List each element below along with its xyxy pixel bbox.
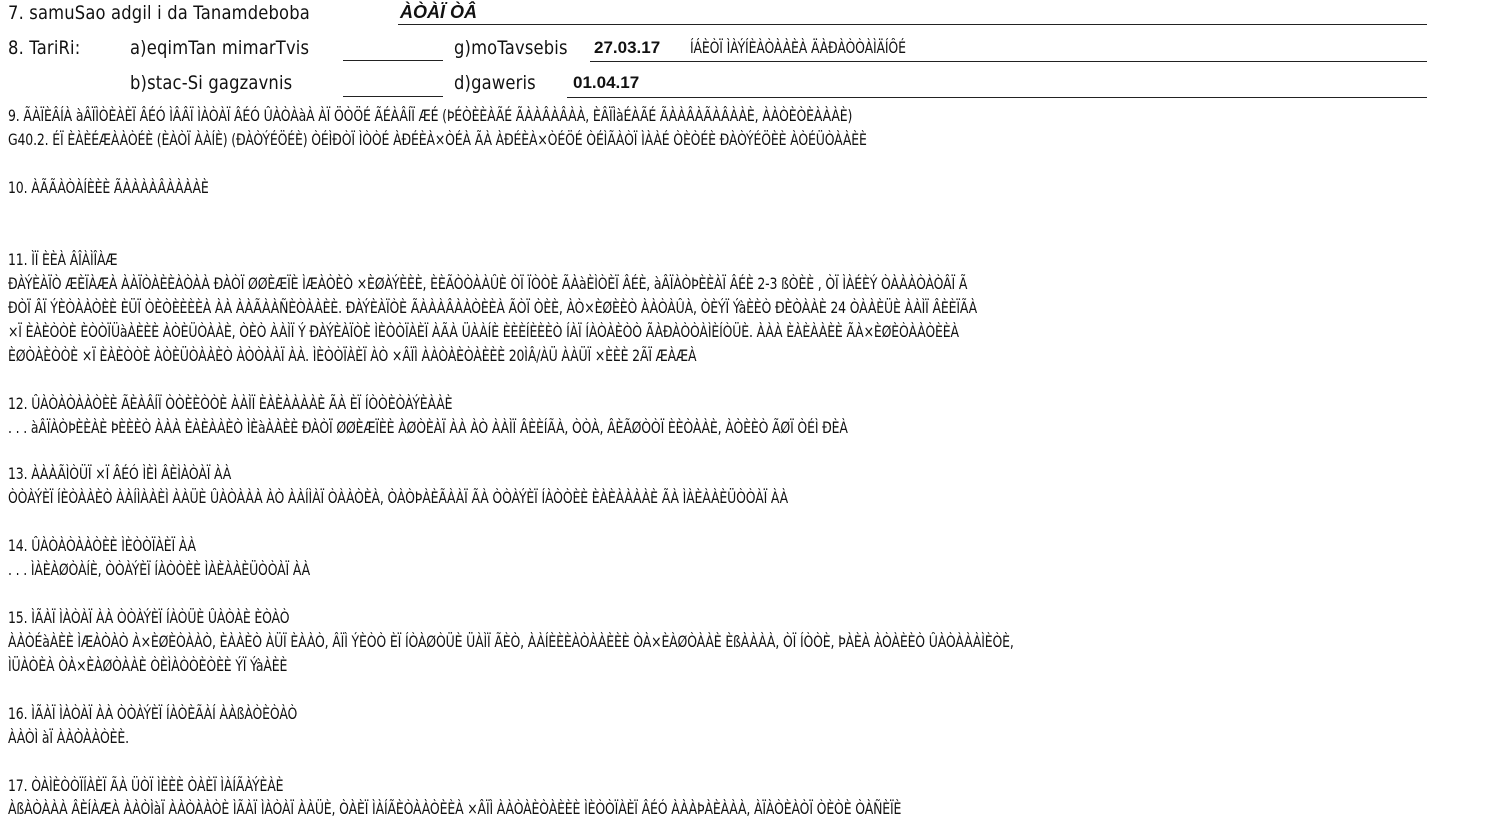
field-8a-label: a)eqimTan mimarTvis — [130, 37, 310, 59]
field-8g-underline — [590, 61, 1427, 62]
section-11-text-1: ÐÀÝÈÀÏÒ ÆÈÏÀÆÀ ÀÀÏÒÀÈÈÀÒÀÀ ÐÀÒÏ ØØÈÆÏÈ ÌÆÀÒÈÒ ×ÈØÀÝÈÈÈ, ÈÈÃÒÒÀÀÛÈ ÒÏ ÏÒÒÈ ÃÀàÈÌÒÈÏ ÂÉÈ, àÂÏÀÒÞÈÈÀÏ ÂÉÈ 2-3 ßÒÈÈ , ÒÏ ÌÀÉÈÝ ÒÀÀÀÒÀÒÂÏ Ã — [8, 274, 968, 293]
field-8b-label: b)stac-Si gagzavnis — [130, 72, 293, 94]
field-8d-label: d)gaweris — [454, 72, 536, 94]
section-15-heading: 15. ÌÃÀÏ ÌÀÒÀÏ ÀÀ ÒÒÀÝÈÏ ÍÀÒÜÈ ÛÀÒÀÈ ÈÒÀÒ — [8, 608, 290, 627]
section-14-heading: 14. ÛÀÒÀÒÀÀÒÈÈ ÌÈÒÒÏÀÈÏ ÀÀ — [8, 536, 196, 555]
section-17-heading: 17. ÒÀÌÈÒÒÏÍÀÈÏ ÃÀ ÜÒÏ ÌÈÈÈ ÒÀÈÏ ÌÀÍÃÀÝÈÀÈ — [8, 776, 284, 795]
field-7-underline — [398, 24, 1427, 25]
section-11-text-3: ×Ï ÈÀÈÒÒÈ ÈÒÒÏÜàÀÈÈÈ ÀÒÈÜÒÀÀÈ, ÒÈÒ ÀÀÌÏ Ý ÐÀÝÈÀÏÒÈ ÌÈÒÒÏÀÈÏ ÀÃÀ ÜÀÀÍÈ ÈÈÈÍÈÈÈÒ ÍÀÏ ÍÀÒÀÈÒÒ ÃÀÐÀÒÒÀÌÈÍÒÜÈ. ÀÀÀ ÈÀÈÀÀÈÈ ÃÀ×ÈØÈÒÀÀÒÈÈÀ — [8, 322, 959, 341]
section-12-text: . . . àÂÏÀÒÞÈÈÀÈ ÞÈÈÈÒ ÀÀÀ ÈÀÈÀÀÈÒ ÌÈàÀÀÈÈ ÐÀÒÏ ØØÈÆÏÈÈ ÀØÒÈÀÏ ÀÀ ÀÒ ÀÀÌÏ ÂÈÈÍÃÀ, ÒÒÀ, ÂÈÃØÒÒÏ ÈÈÒÀÀÈ, ÀÒÈÈÒ ÃØÏ ÒÉÌ ÐÈÀ — [8, 418, 848, 437]
field-8g-note: ÍÁÈÒÏ ÌÀÝÍÈÀÒÀÀÈÀ ÄÀÐÀÒÒÀÌÄÍÔÉ — [690, 38, 906, 57]
field-8b-underline — [343, 96, 443, 97]
field-8-label: 8. TariRi: — [8, 37, 81, 59]
section-14-text: . . . ÌÀÈÀØÒÀÍÈ, ÒÒÀÝÈÏ ÍÀÒÒÈÈ ÌÀÈÀÀÈÜÒÒÀÏ ÀÀ — [8, 560, 311, 579]
section-9-heading: 9. ÃÀÏÈÂÍÀ àÂÏÌÒÈÀÈÏ ÂÉÓ ÌÂÂÏ ÌÀÒÀÏ ÂÉÓ ÛÀÒÀàÀ ÀÏ ÖÒÖÉ ÃÉÀÂÍÏ ÆÉ (ÞÉÒÈÈÀÃÉ ÃÀÀÂÀÂÀÀ, ÈÂÏÌàÉÀÃÉ ÃÀÀÂÀÃÀÂÀÀÈ, ÀÀÒÈÒÈÀÀÀÈ) — [8, 106, 853, 125]
section-16-text: ÀÀÒÌ àÏ ÀÀÒÀÀÒÈÈ. — [8, 728, 129, 747]
field-8g-date: 27.03.17 — [594, 38, 661, 57]
section-12-heading: 12. ÛÀÒÀÒÀÀÒÈÈ ÃÈÀÂÍÏ ÒÒÈÈÒÒÈ ÀÀÌÏ ÈÀÈÀÀÀÀÈ ÃÀ ÈÏ ÍÒÒÈÒÀÝÈÀÀÈ — [8, 394, 453, 413]
field-8d-date: 01.04.17 — [573, 73, 640, 92]
field-8a-underline — [343, 60, 443, 61]
section-15-text-1: ÀÀÒÉàÀÈÈ ÌÆÀÒÀÒ À×ÈØÈÒÀÀÒ, ÈÀÀÈÒ ÀÜÏ ÈÀÀÒ, ÂÏÌ ÝÈÒÒ ÈÏ ÍÒÀØÒÜÈ ÜÀÌÏ ÃÈÒ, ÀÀÍÈÈÈÀÒÀÀÈÈÈ ÒÀ×ÈÀØÒÀÀÈ ÈßÀÀÀÀ, ÒÏ ÍÒÒÈ, ÞÀÈÀ ÀÒÀÈÈÒ ÛÀÒÀÀÀÌÈÒÈ, — [8, 632, 1014, 651]
section-13-text: ÒÒÀÝÈÏ ÍÈÒÀÀÈÒ ÀÀÍÌÀÀÈÌ ÀÀÜÈ ÛÀÒÀÀÀ ÀÒ ÀÀÍÌÀÏ ÒÀÀÒÈÀ, ÒÀÒÞÀÈÃÀÀÏ ÃÀ ÒÒÀÝÈÏ ÍÀÒÒÈÈ ÈÀÈÀÀÀÀÈ ÃÀ ÌÀÈÀÀÈÜÒÒÀÏ ÀÀ — [8, 488, 789, 507]
section-13-heading: 13. ÀÀÀÃÌÒÜÏ ×Ï ÂÉÓ ÌÈÌ ÂÈÌÀÒÀÏ ÀÀ — [8, 464, 232, 483]
section-11-text-4: ÈØÒÀÈÒÒÈ ×Ï ÈÀÈÒÒÈ ÀÒÈÜÒÀÀÈÒ ÀÒÒÀÀÏ ÀÀ. ÌÈÒÒÏÀÈÏ ÀÒ ×ÂÏÌ ÀÀÒÀÈÒÀÈÈÈ 20ÌÂ/ÀÜ ÀÀÜÏ ×ÈÈÈ 2ÃÏ ÆÀÆÀ — [8, 346, 697, 365]
section-15-text-2: ÌÜÀÒÈÀ ÒÀ×ÈÀØÒÀÀÈ ÒÈÌÀÒÒÈÒÈÈ ÝÏ ÝàÀÈÈ — [8, 656, 288, 675]
section-10-heading: 10. ÀÃÃÀÒÀÍÈÈÈ ÃÀÀÀÀÂÀÀÀÀÈ — [8, 178, 209, 197]
section-17-text: ÀßÀÒÀÀÀ ÂÈÍÀÆÀ ÀÀÒÌàÏ ÀÀÒÀÀÒÈ ÌÃÀÏ ÌÀÒÀÏ ÀÀÜÈ, ÒÀÈÏ ÌÀÍÃÈÒÀÀÒÈÈÀ ×ÂÏÌ ÀÀÒÀÈÒÀÈÈÈ ÌÈÒÒÏÀÈÏ ÂÉÓ ÀÀÀÞÀÈÀÀÀ, ÀÏÀÒÈÀÒÏ ÒÈÒÈ ÒÀÑÈÏÈ — [8, 799, 902, 818]
field-8g-label: g)moTavsebis — [454, 37, 568, 59]
field-7-label: 7. samuSao adgil i da Tanamdeboba — [8, 2, 310, 24]
section-11-text-2: ÐÒÏ ÂÏ ÝÈÒÀÀÒÈÈ ÈÜÏ ÒÈÒÈÈÈÈÀ ÀÀ ÀÀÃÀÀÑÈÒÀÀÈÈ. ÐÀÝÈÀÏÒÈ ÃÀÀÀÂÀÀÒÈÈÀ ÃÒÏ ÒÈÈ, ÀÒ×ÈØÈÈÒ ÀÀÒÀÛÀ, ÒÈÝÏ ÝàÈÈÒ ÐÈÒÀÀÈ 24 ÒÀÀÈÜÈ ÀÀÌÏ ÂÈÈÏÃÀ — [8, 298, 977, 317]
field-8d-underline — [567, 97, 1427, 98]
field-7-value: ÀÒÀÏ ÒÂ — [400, 2, 478, 22]
section-9-text: G40.2. ÉÏ ÈÀÈÉÆÀÀÒÉÈ (ÈÀÒÏ ÀÀÍÈ) (ÐÀÒÝÉÖÉÈ) ÒÉÌÐÒÏ ÌÒÒÉ ÀÐÉÈÀ×ÒÉÀ ÃÀ ÀÐÉÈÀ×ÒÉÖÉ ÒÉÌÃÀÒÏ ÌÀÀÉ ÒÈÒÉÈ ÐÀÒÝÉÖÈÈ ÀÒÉÜÒÀÀÈÈ — [8, 130, 867, 149]
section-16-heading: 16. ÌÃÀÏ ÌÀÒÀÏ ÀÀ ÒÒÀÝÈÏ ÍÀÒÈÃÀÍ ÀÀßÀÒÈÒÀÒ — [8, 704, 298, 723]
section-11-heading: 11. ÌÏ ÈÈÀ ÂÎÀÌÎÀÆ — [8, 250, 118, 269]
